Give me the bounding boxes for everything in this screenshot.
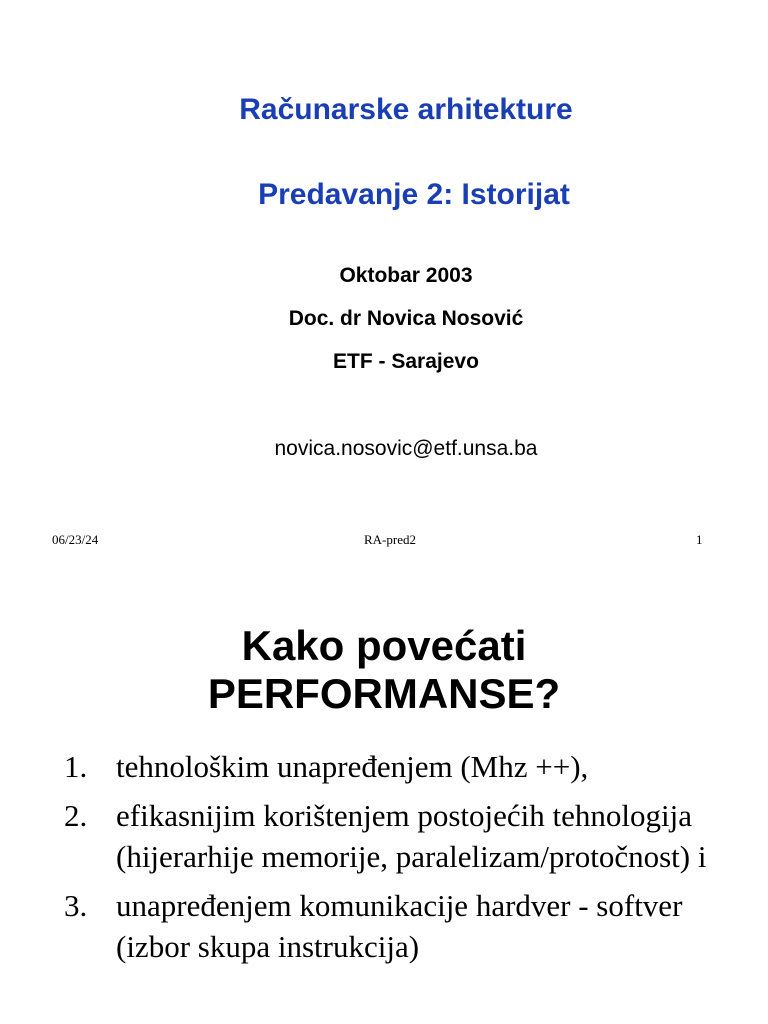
slide-footer: [0, 530, 768, 550]
list-item-number: 2.: [64, 798, 88, 833]
slide-2-title-line-2: PERFORMANSE?: [207, 670, 561, 717]
list-item-text: efikasnijim korištenjem postojećih tehnologija (hijerarhije memorije, paralelizam/protočnost) i: [116, 798, 707, 874]
lecture-organization: ETF - Sarajevo: [333, 350, 479, 373]
slide-2-title: [0, 622, 768, 718]
slide-title: Računarske arhitekture: [239, 93, 573, 126]
list-item: [64, 746, 764, 787]
lecture-date: Oktobar 2003: [339, 264, 473, 287]
list-item: [64, 885, 764, 967]
list-item-number: 1.: [64, 749, 88, 784]
performance-list: [64, 746, 764, 975]
slide-2: [0, 560, 768, 1024]
list-item-text: unapređenjem komunikacije hardver - softver (izbor skupa instrukcija): [116, 888, 683, 964]
footer-page-number: 1: [696, 532, 703, 547]
footer-name: RA-pred2: [364, 532, 416, 547]
footer-date: 06/23/24: [52, 532, 99, 547]
slide-subtitle: Predavanje 2: Istorijat: [258, 178, 570, 211]
slide-2-title-line-1: Kako povećati: [241, 622, 527, 669]
author-email: novica.nosovic@etf.unsa.ba: [274, 437, 538, 460]
list-item-text: tehnološkim unapređenjem (Mhz ++),: [116, 749, 589, 784]
lecture-author: Doc. dr Novica Nosović: [288, 307, 524, 330]
list-item-number: 3.: [64, 888, 88, 923]
list-item: [64, 795, 764, 877]
